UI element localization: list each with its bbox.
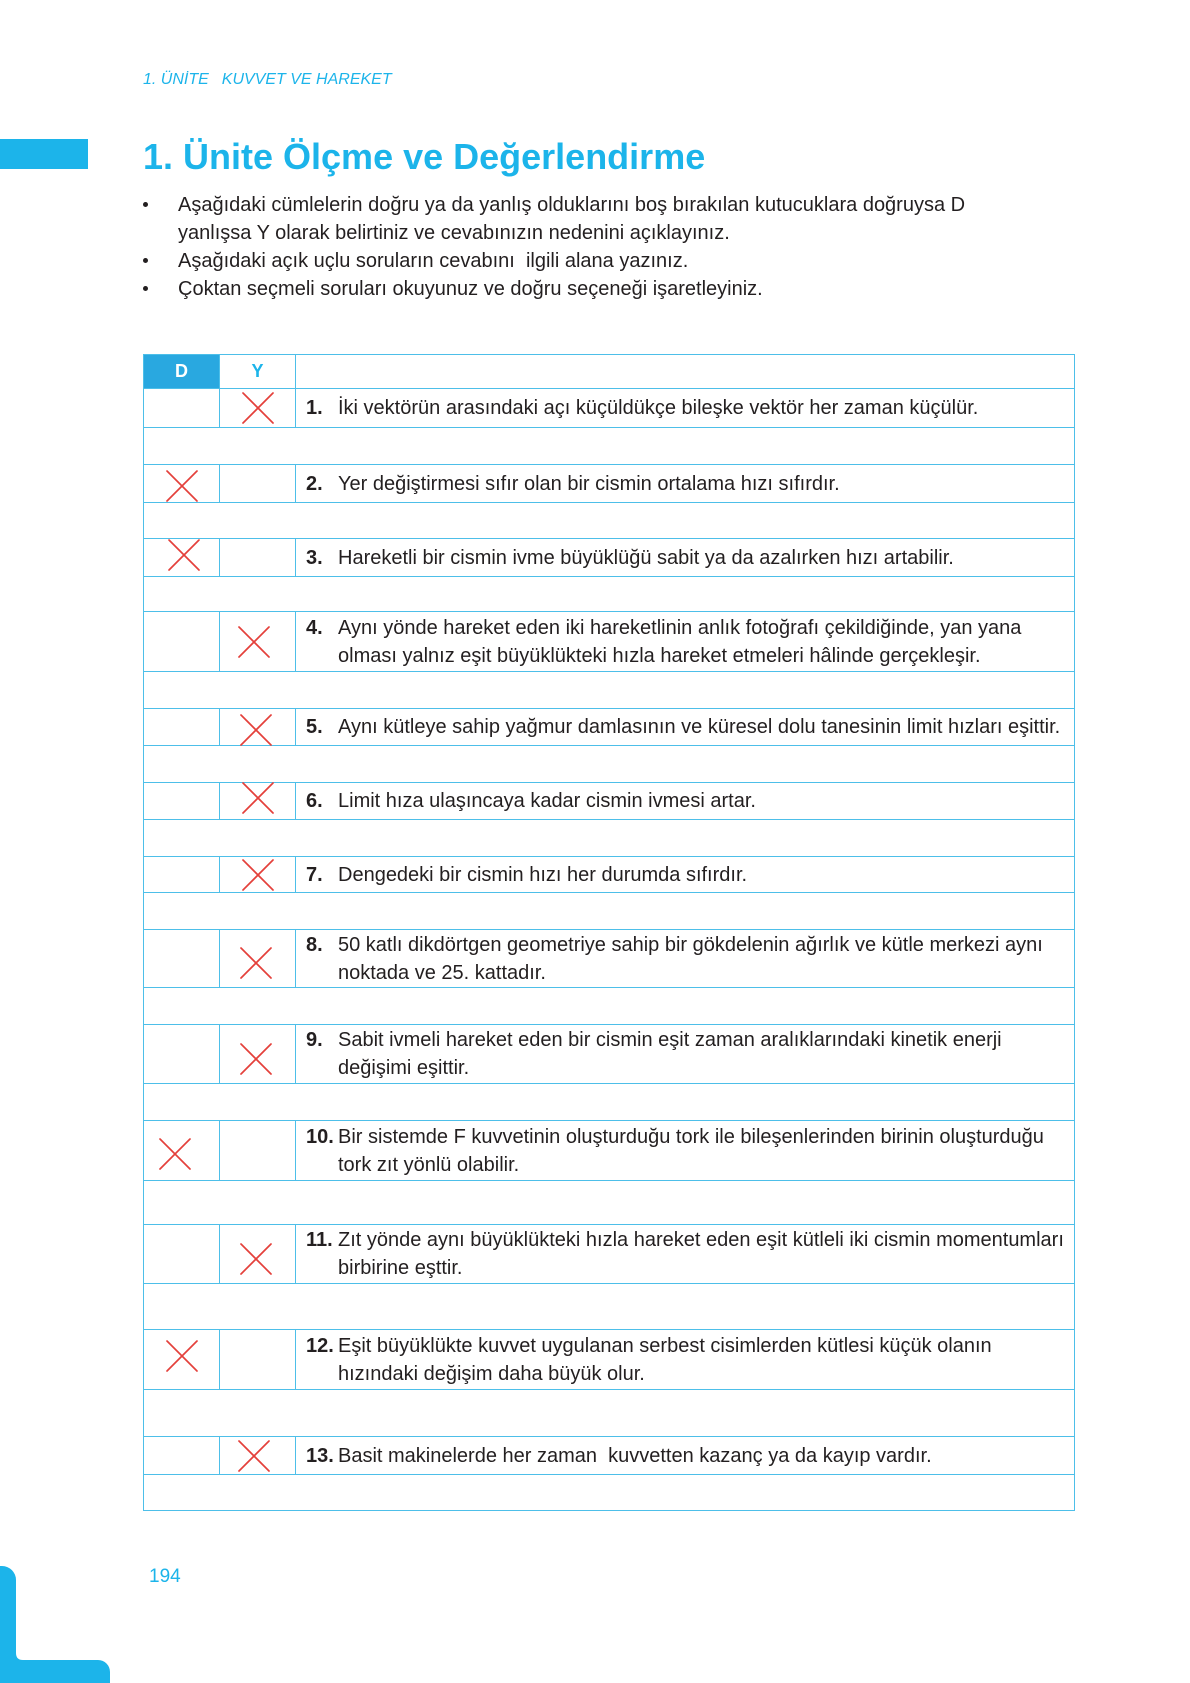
answer-cell-y bbox=[220, 1225, 296, 1283]
answer-line-row bbox=[143, 1389, 1075, 1436]
question-row bbox=[143, 1024, 1075, 1083]
question-text-line: İki vektörün arasındaki açı küçüldükçe bileşke vektör her zaman küçülür. bbox=[338, 397, 979, 419]
question-body bbox=[306, 544, 954, 572]
question-text-line: tork zıt yönlü olabilir. bbox=[338, 1153, 520, 1176]
answer-line-row bbox=[143, 502, 1075, 538]
question-row bbox=[143, 856, 1075, 892]
question-text bbox=[338, 787, 756, 815]
question-text-line: Eşit büyüklükte kuvvet uygulanan serbest cisimlerden kütlesi küçük olanın bbox=[338, 1334, 992, 1357]
question-cell bbox=[296, 857, 1074, 892]
question-body bbox=[306, 1026, 1002, 1082]
question-cell bbox=[296, 1437, 1074, 1474]
table-header-row bbox=[143, 354, 1075, 388]
instruction-text-line: yanlışsa Y olarak belirtiniz ve cevabınızın nedenini açıklayınız. bbox=[178, 222, 730, 244]
question-row bbox=[143, 1329, 1075, 1389]
answer-line-row bbox=[143, 819, 1075, 856]
question-text bbox=[338, 1332, 992, 1388]
question-row bbox=[143, 782, 1075, 819]
question-text bbox=[338, 1226, 1064, 1282]
question-text-line: Sabit ivmeli hareket eden bir cismin eşit zaman aralıklarındaki kinetik enerji bbox=[338, 1029, 1002, 1051]
answer-line-row bbox=[143, 745, 1075, 782]
question-text-line: olması yalnız eşit büyüklükteki hızla hareket etmeleri hâlinde gerçekleşir. bbox=[338, 644, 981, 667]
column-header-y: Y bbox=[220, 355, 296, 388]
question-row bbox=[143, 388, 1075, 427]
cross-mark-icon bbox=[241, 781, 275, 815]
cross-mark-icon bbox=[165, 469, 199, 503]
instruction-text-line: Çoktan seçmeli soruları okuyunuz ve doğru seçeneği işaretleyiniz. bbox=[178, 278, 763, 300]
instruction-text-line: Aşağıdaki cümlelerin doğru ya da yanlış olduklarını boş bırakılan kutucuklara doğruysa D bbox=[178, 194, 966, 216]
question-body bbox=[306, 470, 840, 498]
answer-cell-y bbox=[220, 612, 296, 671]
question-row bbox=[143, 464, 1075, 502]
cross-mark-icon bbox=[167, 538, 201, 572]
unit-number: 1. ÜNİTE bbox=[143, 71, 209, 88]
question-text bbox=[338, 1026, 1002, 1082]
question-row bbox=[143, 1436, 1075, 1474]
instruction-text-line: Aşağıdaki açık uçlu soruların cevabını ilgili alana yazınız. bbox=[178, 250, 689, 272]
question-number: 7. bbox=[306, 863, 323, 886]
question-body bbox=[306, 713, 1060, 741]
question-number: 8. bbox=[306, 933, 323, 956]
question-row bbox=[143, 611, 1075, 671]
question-number: 11. bbox=[306, 1229, 333, 1251]
question-text-line: Basit makinelerde her zaman kuvvetten kazanç ya da kayıp vardır. bbox=[338, 1444, 932, 1467]
answer-cell-d bbox=[144, 709, 220, 745]
question-row bbox=[143, 708, 1075, 745]
question-text bbox=[338, 1123, 1044, 1179]
answer-cell-d bbox=[144, 1330, 220, 1389]
question-body bbox=[306, 614, 1021, 670]
instruction-item bbox=[143, 191, 965, 247]
question-text-line: Bir sistemde F kuvvetinin oluşturduğu tork ile bileşenlerinden birinin oluşturduğu bbox=[338, 1125, 1044, 1148]
cross-mark-icon bbox=[239, 713, 273, 747]
question-cell bbox=[296, 1330, 1074, 1389]
answer-cell-y bbox=[220, 389, 296, 427]
question-cell bbox=[296, 1025, 1074, 1083]
question-text-line: birbirine eşttir. bbox=[338, 1257, 463, 1279]
answer-cell-d bbox=[144, 539, 220, 576]
question-text bbox=[338, 861, 747, 889]
answer-cell-y bbox=[220, 1437, 296, 1474]
question-cell bbox=[296, 1225, 1074, 1283]
column-header-question bbox=[296, 355, 1074, 388]
question-number: 12. bbox=[306, 1334, 334, 1357]
answer-cell-d bbox=[144, 1225, 220, 1283]
cross-mark-icon bbox=[158, 1137, 192, 1171]
page-title: 1. Ünite Ölçme ve Değerlendirme bbox=[143, 136, 706, 177]
answer-cell-d bbox=[144, 612, 220, 671]
question-number: 6. bbox=[306, 790, 323, 812]
question-text-line: Hareketli bir cismin ivme büyüklüğü sabit ya da azalırken hızı artabilir. bbox=[338, 546, 954, 569]
question-body bbox=[306, 394, 978, 422]
answer-line-row bbox=[143, 987, 1075, 1024]
answer-cell-y bbox=[220, 709, 296, 745]
question-body bbox=[306, 861, 747, 889]
answer-line-row bbox=[143, 1083, 1075, 1120]
question-text-line: değişimi eşittir. bbox=[338, 1057, 470, 1079]
question-number: 9. bbox=[306, 1029, 323, 1051]
answer-cell-y bbox=[220, 1121, 296, 1180]
question-text-line: Zıt yönde aynı büyüklükteki hızla hareket eden eşit kütleli iki cismin momentumları bbox=[338, 1229, 1064, 1251]
unit-title: KUVVET VE HAREKET bbox=[221, 71, 392, 88]
question-text-line: Aynı yönde hareket eden iki hareketlinin anlık fotoğrafı çekildiğinde, yan yana bbox=[338, 616, 1022, 639]
question-cell bbox=[296, 539, 1074, 576]
question-row bbox=[143, 538, 1075, 576]
question-cell bbox=[296, 1121, 1074, 1180]
question-number: 13. bbox=[306, 1444, 334, 1467]
question-text-line: 50 katlı dikdörtgen geometriye sahip bir gökdelenin ağırlık ve kütle merkezi aynı bbox=[338, 933, 1043, 956]
answer-line-row bbox=[143, 1180, 1075, 1224]
question-body bbox=[306, 1332, 992, 1388]
answer-cell-d bbox=[144, 783, 220, 819]
corner-decoration bbox=[0, 1563, 112, 1683]
bullet-icon bbox=[143, 202, 148, 207]
question-text-line: Aynı kütleye sahip yağmur damlasının ve küresel dolu tanesinin limit hızları eşittir. bbox=[338, 716, 1061, 738]
instruction-item bbox=[143, 275, 965, 303]
question-number: 2. bbox=[306, 472, 323, 495]
question-text bbox=[338, 931, 1043, 987]
question-row bbox=[143, 1120, 1075, 1180]
answer-line-row bbox=[143, 427, 1075, 464]
instructions-list bbox=[143, 191, 965, 303]
column-header-d: D bbox=[144, 355, 220, 388]
answer-cell-y bbox=[220, 930, 296, 987]
answer-line-row bbox=[143, 1283, 1075, 1329]
question-cell bbox=[296, 465, 1074, 502]
question-text bbox=[338, 614, 1021, 670]
answer-cell-d bbox=[144, 857, 220, 892]
answer-cell-d bbox=[144, 465, 220, 502]
cross-mark-icon bbox=[241, 391, 275, 425]
section-tab-marker bbox=[0, 139, 88, 169]
cross-mark-icon bbox=[165, 1339, 199, 1373]
question-cell bbox=[296, 389, 1074, 427]
question-body bbox=[306, 787, 756, 815]
question-cell bbox=[296, 930, 1074, 987]
question-text-line: Dengedeki bir cismin hızı her durumda sıfırdır. bbox=[338, 863, 748, 886]
instruction-item bbox=[143, 247, 965, 275]
page-number: 194 bbox=[149, 1566, 181, 1587]
question-body bbox=[306, 1226, 1064, 1282]
question-text bbox=[338, 713, 1060, 741]
question-text-line: hızındaki değişim daha büyük olur. bbox=[338, 1362, 645, 1385]
question-cell bbox=[296, 709, 1074, 745]
question-text-line: Limit hıza ulaşıncaya kadar cismin ivmesi artar. bbox=[338, 790, 756, 812]
question-number: 5. bbox=[306, 716, 323, 738]
question-text-line: Yer değiştirmesi sıfır olan bir cismin ortalama hızı sıfırdır. bbox=[338, 472, 840, 495]
question-text bbox=[338, 544, 954, 572]
cross-mark-icon bbox=[239, 946, 273, 980]
cross-mark-icon bbox=[239, 1242, 273, 1276]
answer-cell-d bbox=[144, 1437, 220, 1474]
question-text bbox=[338, 470, 840, 498]
bullet-icon bbox=[143, 286, 148, 291]
answer-cell-d bbox=[144, 389, 220, 427]
question-number: 10. bbox=[306, 1125, 334, 1148]
question-text-line: noktada ve 25. kattadır. bbox=[338, 961, 546, 984]
answer-cell-y bbox=[220, 1330, 296, 1389]
question-body bbox=[306, 1123, 1044, 1179]
cross-mark-icon bbox=[237, 1439, 271, 1473]
answer-line-row bbox=[143, 671, 1075, 708]
cross-mark-icon bbox=[237, 625, 271, 659]
bullet-icon bbox=[143, 258, 148, 263]
question-body bbox=[306, 1442, 932, 1470]
answer-cell-d bbox=[144, 1025, 220, 1083]
question-cell bbox=[296, 783, 1074, 819]
question-text bbox=[338, 394, 978, 422]
question-body bbox=[306, 931, 1043, 987]
question-text bbox=[338, 1442, 932, 1470]
question-number: 1. bbox=[306, 397, 323, 419]
true-false-table bbox=[143, 354, 1075, 1511]
answer-cell-y bbox=[220, 1025, 296, 1083]
answer-cell-y bbox=[220, 857, 296, 892]
answer-cell-d bbox=[144, 1121, 220, 1180]
cross-mark-icon bbox=[239, 1042, 273, 1076]
question-number: 3. bbox=[306, 546, 323, 569]
question-cell bbox=[296, 612, 1074, 671]
question-number: 4. bbox=[306, 616, 323, 639]
answer-cell-d bbox=[144, 930, 220, 987]
answer-cell-y bbox=[220, 783, 296, 819]
question-row bbox=[143, 1224, 1075, 1283]
cross-mark-icon bbox=[241, 858, 275, 892]
answer-line-row bbox=[143, 576, 1075, 611]
running-header bbox=[143, 71, 392, 89]
question-row bbox=[143, 929, 1075, 987]
answer-cell-y bbox=[220, 539, 296, 576]
answer-line-row bbox=[143, 892, 1075, 929]
answer-line-row bbox=[143, 1474, 1075, 1511]
answer-cell-y bbox=[220, 465, 296, 502]
